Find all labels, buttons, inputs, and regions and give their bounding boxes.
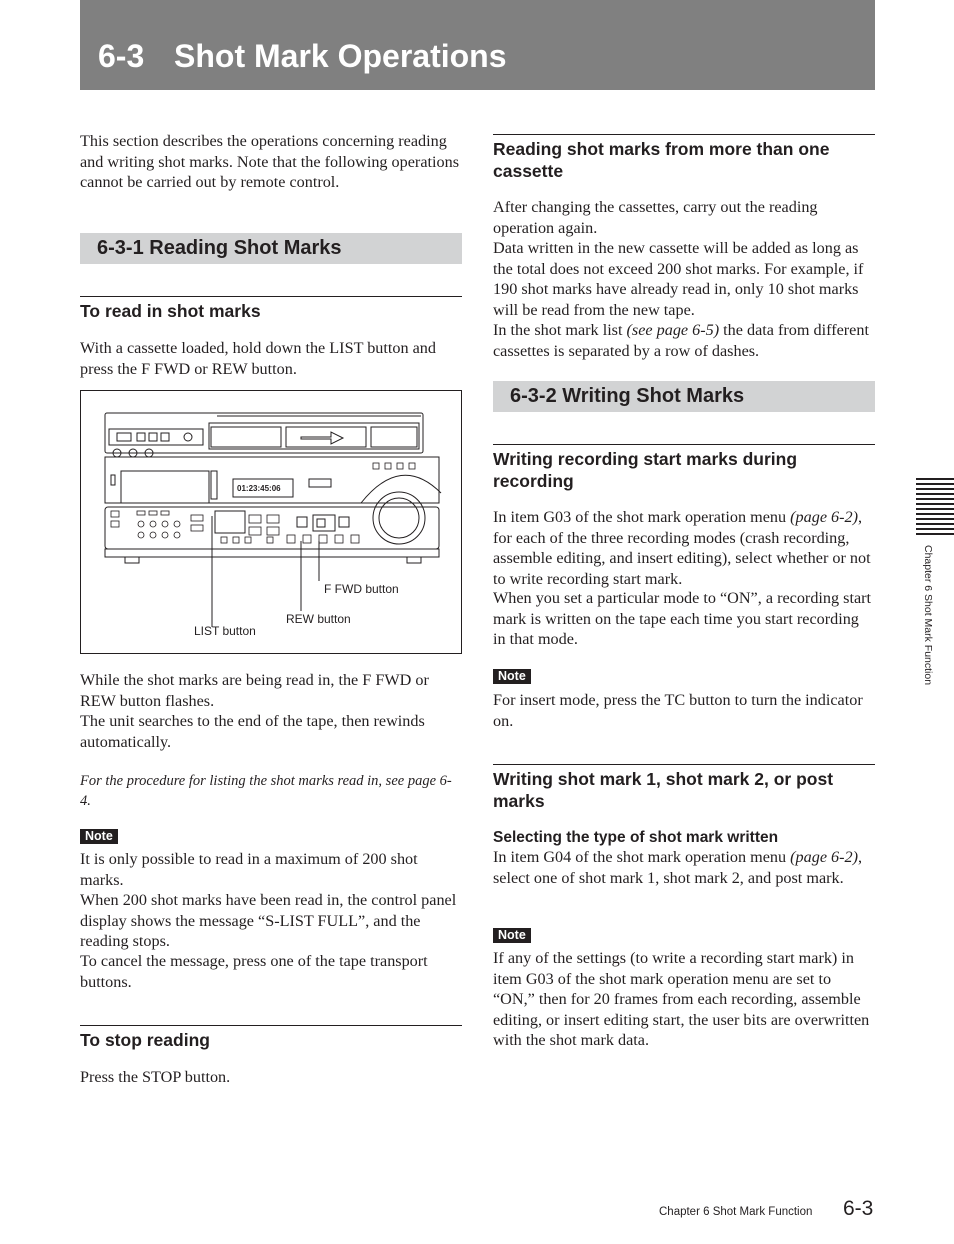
sm-note-paragraph: If any of the settings (to write a recording start mark) in item G03 of the shot mark operation menu are set to “ON,” then for 20 frames from each recording, assemble editing, or insert editing start, the user bits are overwritten with the shot mark data. — [493, 949, 870, 1049]
note-badge: Note — [493, 928, 531, 943]
side-label-text: Chapter 6 Shot Mark Function — [922, 545, 934, 686]
intro-paragraph: This section describes the operations concerning reading and writing shot marks. Note that the following operations cannot be carried out by remote control. — [80, 132, 459, 191]
subheading-stop — [80, 1025, 462, 1051]
title-number: 6-3 — [98, 38, 145, 74]
subheading-read-in — [80, 296, 462, 322]
note-paragraph-2: When 200 shot marks have been read in, the control panel display shows the message “S-LIST FULL”, and the reading stops. — [80, 891, 457, 950]
sm-paragraph-1: In item G04 of the shot mark operation menu (page 6-2), select one of shot mark 1, shot mark 2, and post mark. — [493, 848, 863, 887]
note-badge: Note — [493, 669, 531, 684]
section-heading-writing: 6-3-2 Writing Shot Marks — [510, 385, 745, 407]
heading-multi-cassette: Reading shot marks from more than one cassette — [493, 139, 830, 181]
heading-read-in: To read in shot marks — [80, 301, 261, 321]
heading-recording-marks: Writing recording start marks during recording — [493, 449, 798, 491]
label-rew-button: REW button — [286, 612, 351, 626]
page-title — [98, 40, 507, 72]
section-heading-reading: 6-3-1 Reading Shot Marks — [97, 237, 342, 259]
label-list-button: LIST button — [194, 624, 256, 638]
multi-paragraph-2: Data written in the new cassette will be added as long as the total does not exceed 200 shot marks. For example, if 190 shot marks have already read in, only 10 shot marks will be read from the new tape. — [493, 239, 864, 319]
section-bar-writing — [493, 381, 875, 412]
note-badge: Note — [80, 829, 118, 844]
chapter-side-label — [916, 545, 936, 715]
footer-chapter-label: Chapter 6 Shot Mark Function — [659, 1206, 813, 1218]
rec-note-paragraph: For insert mode, press the TC button to turn the indicator on. — [493, 691, 863, 730]
device-figure — [80, 390, 462, 654]
heading-stop: To stop reading — [80, 1030, 210, 1050]
title-text: Shot Mark Operations — [174, 38, 507, 74]
subheading-multi-cassette — [493, 134, 875, 182]
vtr-illustration — [81, 391, 461, 653]
section-bar-reading — [80, 233, 462, 264]
timecode-display: 01:23:45:06 — [237, 484, 281, 493]
page-reference: (see page 6-5) — [626, 321, 720, 339]
page-number: 6-3 — [843, 1197, 874, 1220]
reference-note: For the procedure for listing the shot marks read in, see page 6-4. — [80, 773, 452, 809]
multi-paragraph-3: In the shot mark list (see page 6-5) the data from different cassettes is separated by a row of dashes. — [493, 321, 869, 360]
subheading-recording-marks — [493, 444, 875, 492]
multi-paragraph-1: After changing the cassettes, carry out the reading operation again. — [493, 198, 818, 237]
label-ffwd-button: F FWD button — [324, 582, 399, 596]
heading-shot-mark: Writing shot mark 1, shot mark 2, or post marks — [493, 769, 834, 811]
note-paragraph-1: It is only possible to read in a maximum of 200 shot marks. — [80, 850, 418, 889]
title-bar — [80, 0, 875, 90]
page-reference: (page 6-2) — [790, 508, 859, 526]
rec-paragraph-1: In item G03 of the shot mark operation menu (page 6-2), for each of the three recording modes (crash recording, assemble editing, and insert editing), select whether or not to write recording start mark. — [493, 508, 871, 588]
flash-paragraph-2: The unit searches to the end of the tape, then rewinds automatically. — [80, 712, 425, 751]
tab-stripes — [916, 478, 954, 538]
heading-select-type: Selecting the type of shot mark written — [493, 829, 779, 846]
note-paragraph-3: To cancel the message, press one of the tape transport buttons. — [80, 952, 428, 991]
page-reference: (page 6-2) — [790, 848, 859, 866]
stop-instructions: Press the STOP button. — [80, 1068, 231, 1086]
chapter-tab-marker — [916, 478, 954, 538]
read-instructions: With a cassette loaded, hold down the LIST button and press the F FWD or REW button. — [80, 339, 436, 378]
flash-paragraph-1: While the shot marks are being read in, the F FWD or REW button flashes. — [80, 671, 429, 710]
subheading-shot-mark — [493, 764, 875, 812]
rec-paragraph-2: When you set a particular mode to “ON”, a recording start mark is written on the tape each time you start recording in that mode. — [493, 589, 872, 648]
